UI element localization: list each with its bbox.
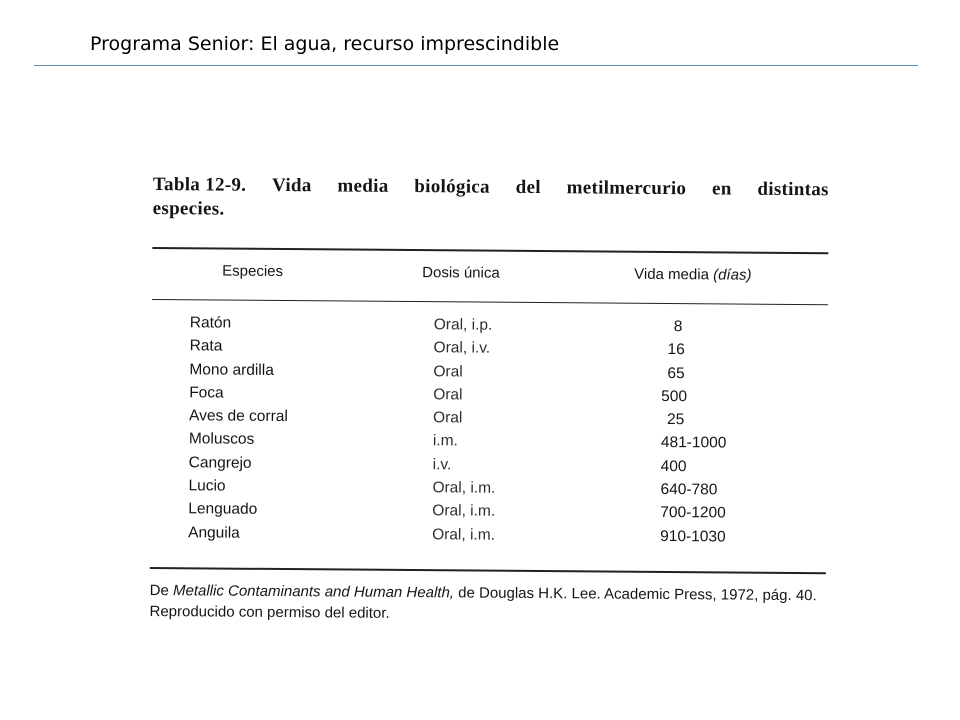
caption-word: metilmercurio bbox=[566, 177, 687, 200]
caption-label: Tabla 12-9. bbox=[152, 173, 247, 196]
species-cell: Lenguado bbox=[188, 500, 258, 519]
species-cell: Foca bbox=[189, 384, 224, 402]
species-cell: Ratón bbox=[189, 314, 232, 332]
half-life-cell: 16 bbox=[667, 341, 685, 359]
dose-cell: Oral bbox=[432, 409, 463, 427]
species-cell: Rata bbox=[189, 337, 223, 355]
dose-cell: Oral bbox=[433, 362, 463, 381]
caption-word: del bbox=[515, 176, 541, 199]
caption-word: media bbox=[337, 175, 389, 197]
source-book-title: Metallic Contaminants and Human Health, bbox=[172, 582, 455, 602]
source-prefix: De bbox=[149, 581, 174, 600]
caption-line-2: especies. bbox=[152, 197, 225, 220]
half-life-cell: 400 bbox=[660, 457, 687, 475]
half-life-cell: 910-1030 bbox=[660, 527, 726, 546]
source-note bbox=[149, 580, 829, 627]
column-header-half-life-unit: (días) bbox=[713, 266, 752, 284]
table-body bbox=[150, 314, 832, 552]
table-top-rule bbox=[152, 247, 828, 254]
caption-word: distintas bbox=[757, 178, 829, 201]
header-divider bbox=[34, 65, 918, 66]
dose-cell: Oral, i.v. bbox=[433, 339, 491, 357]
table-bottom-rule bbox=[150, 567, 826, 574]
page-title: Programa Senior: El agua, recurso imprescindible bbox=[90, 33, 560, 55]
dose-cell: Oral, i.m. bbox=[432, 479, 496, 497]
half-life-cell: 481-1000 bbox=[660, 434, 727, 452]
species-cell: Lucio bbox=[188, 477, 226, 495]
dose-cell: Oral, i.m. bbox=[432, 502, 496, 521]
dose-cell: Oral bbox=[433, 386, 463, 404]
dose-cell: Oral, i.p. bbox=[433, 316, 493, 334]
source-details: de Douglas H.K. Lee. Academic Press, 1972, pág. 40. Reproducido con permiso del editor. bbox=[149, 584, 817, 622]
dose-cell: Oral, i.m. bbox=[432, 525, 496, 544]
table-row bbox=[150, 524, 830, 553]
scanned-table-image bbox=[149, 168, 833, 635]
table-header-rule bbox=[152, 299, 828, 306]
column-header-half-life bbox=[634, 266, 751, 284]
column-header-species: Especies bbox=[222, 262, 284, 281]
half-life-cell: 640-780 bbox=[660, 481, 718, 499]
species-cell: Cangrejo bbox=[188, 454, 252, 472]
half-life-cell: 8 bbox=[673, 318, 683, 336]
column-header-dose: Dosis única bbox=[422, 264, 500, 282]
caption-word: Vida bbox=[271, 174, 312, 197]
species-cell: Mono ardilla bbox=[189, 360, 274, 379]
half-life-cell: 700-1200 bbox=[660, 504, 726, 522]
half-life-cell: 65 bbox=[667, 364, 685, 382]
column-header-half-life-label: Vida media bbox=[634, 265, 710, 284]
half-life-cell: 500 bbox=[661, 387, 688, 406]
species-cell: Moluscos bbox=[188, 430, 255, 449]
dose-cell: i.m. bbox=[432, 432, 458, 450]
half-life-cell: 25 bbox=[666, 411, 685, 429]
table-caption bbox=[153, 173, 833, 226]
species-cell: Aves de corral bbox=[188, 407, 288, 426]
dose-cell: i.v. bbox=[432, 455, 452, 474]
caption-word: biológica bbox=[414, 176, 490, 198]
caption-word: en bbox=[711, 178, 732, 200]
species-cell: Anguila bbox=[188, 523, 240, 542]
